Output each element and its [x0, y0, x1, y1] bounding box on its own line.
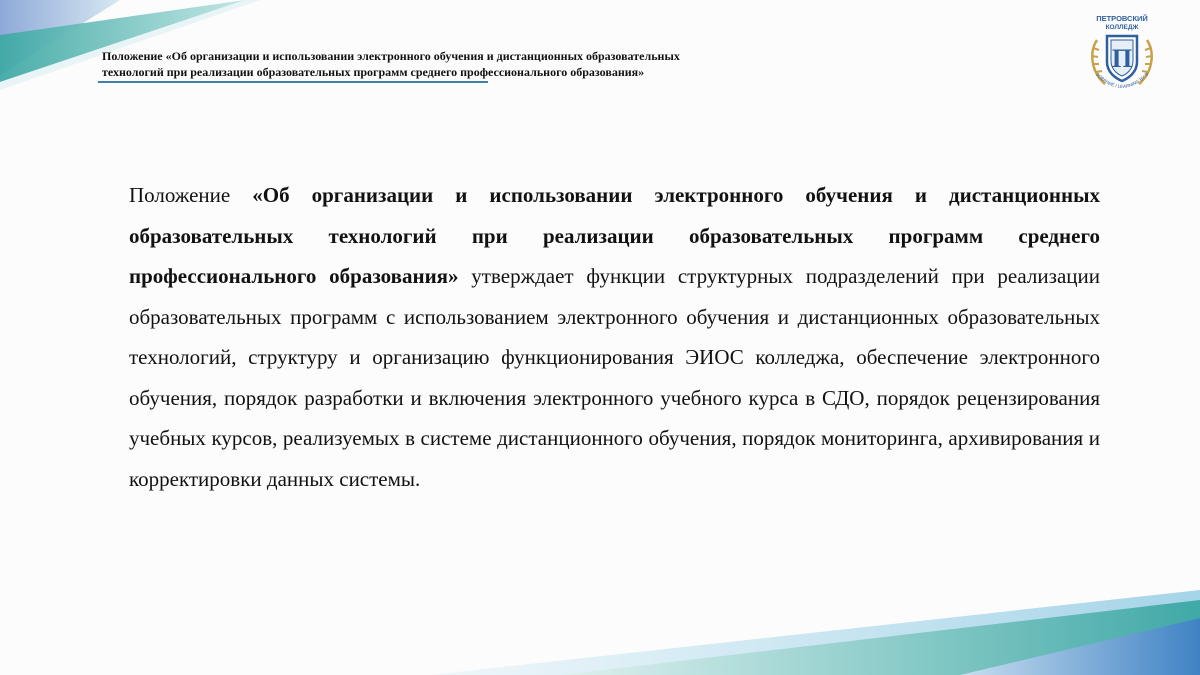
body-bold-title: «Об организации и использовании электронного обучения и дистанционных образовательных технологий при реализации образовательных программ среднего профессионального образования» [129, 183, 1100, 288]
header-title [102, 48, 802, 80]
header-title-line1: Положение «Об организации и использовании электронного обучения и дистанционных образовательных [102, 49, 680, 63]
svg-text:П: П [1111, 44, 1133, 73]
body-lead: Положение [129, 183, 253, 207]
logo-ring-text: ЗОВАНИЕ / LEARNING BY D [1094, 71, 1150, 90]
header-title-line2: технологий при реализации образовательных программ среднего профессионального образования» [102, 65, 645, 79]
body-rest: утверждает функции структурных подразделений при реализации образовательных программ с использованием электронного обучения и дистанционных образовательных технологий, структуру и организацию функционирования ЭИОС колледжа, обеспечение электронного обучения, порядок разработки и включения электронного учебного курса в СДО, порядок рецензирования учебных курсов, реализуемых в системе дистанционного обучения, порядок мониторинга, архивирования и корректировки данных системы. [129, 264, 1100, 491]
logo-top-text: ПЕТРОВСКИЙ [1096, 14, 1148, 23]
header-underline [98, 81, 488, 83]
college-crest-icon [1083, 12, 1161, 96]
logo-sub-text: КОЛЛЕДЖ [1105, 24, 1139, 31]
body-paragraph [129, 175, 1100, 499]
